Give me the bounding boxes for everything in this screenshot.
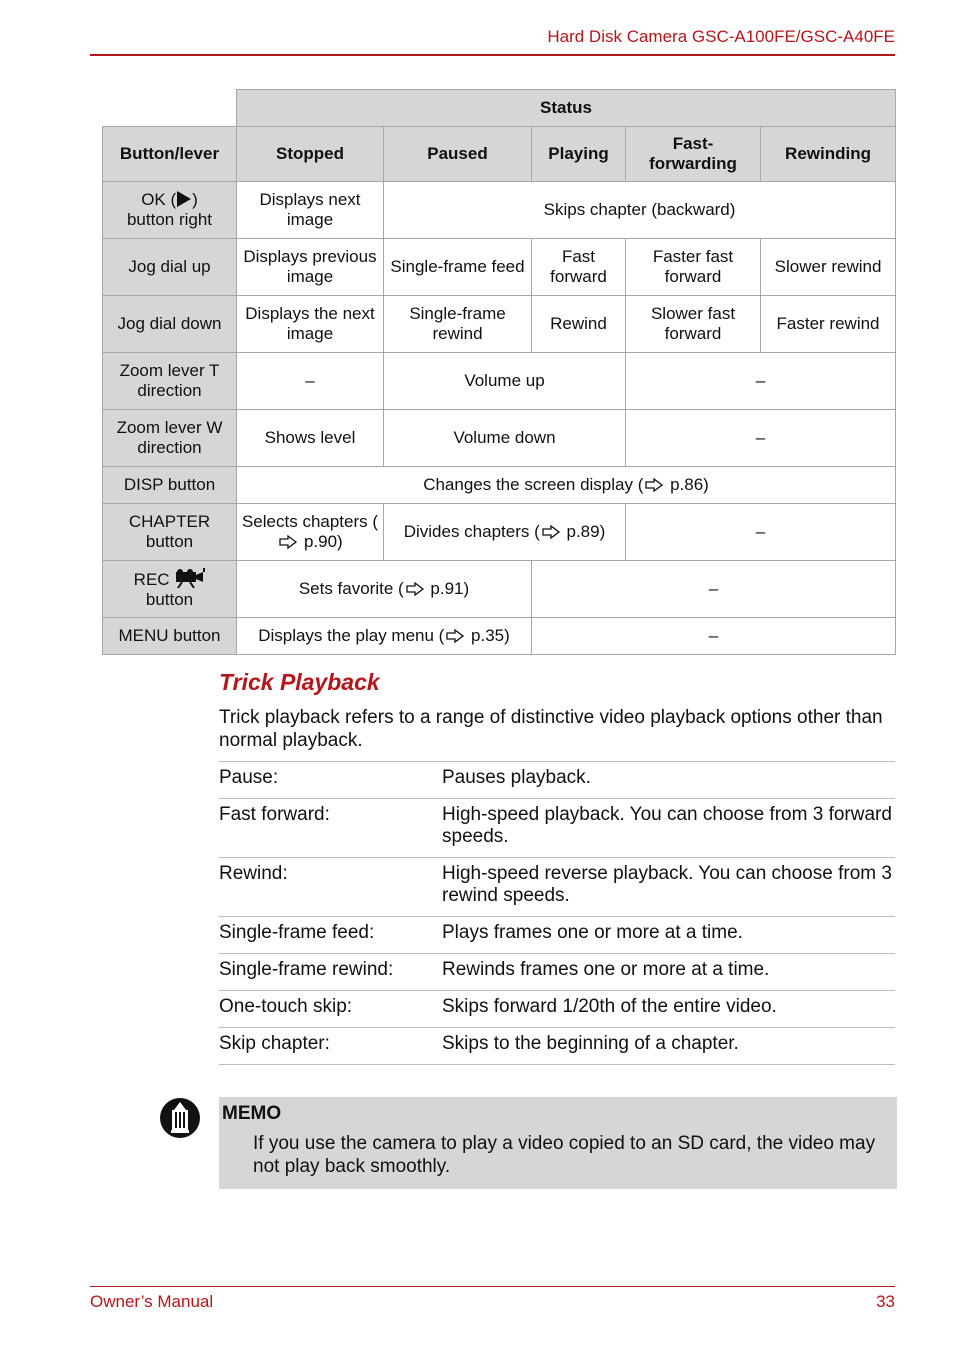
cell-ff-rw: – <box>626 504 896 561</box>
definition-term: Fast forward: <box>219 804 330 825</box>
definition-desc: High-speed playback. You can choose from 3 forward speeds. <box>442 804 892 847</box>
row-label-text: REC <box>133 570 170 589</box>
col-header-button-lever: Button/lever <box>103 127 237 182</box>
cell-rewinding: Slower rewind <box>761 239 896 296</box>
row-label-zoom-t: Zoom lever T direction <box>103 353 237 410</box>
table-row <box>219 1028 895 1065</box>
cell-fast-forwarding: Faster fast forward <box>626 239 761 296</box>
cell-span: Skips chapter (backward) <box>384 182 896 239</box>
table-row <box>103 296 896 353</box>
cell-text: p.89) <box>561 522 606 541</box>
cell-playing: Fast forward <box>532 239 626 296</box>
page-reference-arrow-icon <box>542 525 560 539</box>
footer-rule <box>90 1286 895 1287</box>
cell-stopped: Shows level <box>237 410 384 467</box>
definition-desc: Plays frames one or more at a time. <box>442 922 743 943</box>
cell-ff-rw: – <box>626 353 896 410</box>
play-triangle-icon <box>176 190 192 208</box>
button-status-table <box>102 89 896 655</box>
table-row <box>219 991 895 1028</box>
col-header-playing: Playing <box>532 127 626 182</box>
table-row <box>103 618 896 655</box>
row-label-text: OK ( <box>141 190 177 209</box>
definition-desc: High-speed reverse playback. You can choose from 3 rewind speeds. <box>442 863 892 906</box>
row-label-jog-up: Jog dial up <box>103 239 237 296</box>
cell-fast-forwarding: Slower fast forward <box>626 296 761 353</box>
cell-rewinding: Faster rewind <box>761 296 896 353</box>
cell-span <box>237 467 896 504</box>
cell-text: p.35) <box>466 626 510 645</box>
cell-paused: Single-frame feed <box>384 239 532 296</box>
table-row <box>103 410 896 467</box>
row-label-text: button right <box>126 210 213 229</box>
trick-playback-definitions <box>219 761 895 1065</box>
cell-text: Divides chapters ( <box>403 522 540 541</box>
definition-term: Rewind: <box>219 863 288 884</box>
col-header-fast-forwarding: Fast-forwarding <box>626 127 761 182</box>
definition-term: Skip chapter: <box>219 1033 330 1054</box>
cell-paused-playing: Volume down <box>384 410 626 467</box>
row-label-text: ) <box>192 190 198 209</box>
status-group-header: Status <box>237 90 896 127</box>
page-reference-arrow-icon <box>406 582 424 596</box>
row-label-rec <box>103 561 237 618</box>
definition-term: Pause: <box>219 767 279 788</box>
memo-box <box>219 1097 897 1189</box>
cell-text: Displays the play menu ( <box>258 626 445 645</box>
col-header-rewinding: Rewinding <box>761 127 896 182</box>
table-row <box>103 239 896 296</box>
section-intro: Trick playback refers to a range of distinctive video playback options other than normal playback. <box>219 707 883 751</box>
cell-paused-playing: Volume up <box>384 353 626 410</box>
table-row <box>219 762 895 799</box>
table-row <box>103 353 896 410</box>
col-header-stopped: Stopped <box>237 127 384 182</box>
table-row <box>219 858 895 917</box>
section-title: Trick Playback <box>219 669 380 695</box>
row-label-chapter: CHAPTER button <box>103 504 237 561</box>
table-row <box>103 182 896 239</box>
definition-term: One-touch skip: <box>219 996 353 1017</box>
cell-text: Sets favorite ( <box>298 579 404 598</box>
cell-paused: Single-frame rewind <box>384 296 532 353</box>
page-reference-arrow-icon <box>446 629 464 643</box>
definition-desc: Rewinds frames one or more at a time. <box>442 959 770 980</box>
page-reference-arrow-icon <box>279 535 297 549</box>
table-row <box>103 467 896 504</box>
cell-stopped-paused <box>237 561 532 618</box>
row-label-jog-down: Jog dial down <box>103 296 237 353</box>
cell-stopped <box>237 504 384 561</box>
definition-desc: Pauses playback. <box>442 767 591 788</box>
cell-stopped: Displays next image <box>237 182 384 239</box>
row-label-menu: MENU button <box>103 618 237 655</box>
cell-text: Selects chapters ( <box>241 512 379 531</box>
movie-camera-icon <box>174 568 205 588</box>
table-row <box>219 954 895 991</box>
cell-playing: Rewind <box>532 296 626 353</box>
header-rule <box>90 54 895 56</box>
row-label-text: button <box>145 590 194 609</box>
row-label-zoom-w: Zoom lever W direction <box>103 410 237 467</box>
definition-term: Single-frame feed: <box>219 922 375 943</box>
table-row <box>219 799 895 858</box>
memo-title: MEMO <box>222 1103 282 1124</box>
definition-desc: Skips to the beginning of a chapter. <box>442 1033 739 1054</box>
definition-term: Single-frame rewind: <box>219 959 394 980</box>
pencil-memo-icon <box>159 1097 201 1139</box>
running-header: Hard Disk Camera GSC-A100FE/GSC-A40FE <box>547 27 895 46</box>
page-reference-arrow-icon <box>645 478 663 492</box>
cell-rest: – <box>532 561 896 618</box>
table-corner <box>103 90 237 127</box>
cell-paused-playing <box>384 504 626 561</box>
memo-text: If you use the camera to play a video copied to an SD card, the video may not play back smoothly. <box>253 1133 876 1177</box>
cell-rest: – <box>532 618 896 655</box>
col-header-paused: Paused <box>384 127 532 182</box>
cell-stopped: Displays previous image <box>237 239 384 296</box>
cell-ff-rw: – <box>626 410 896 467</box>
cell-stopped-paused <box>237 618 532 655</box>
cell-text: p.91) <box>425 579 470 598</box>
definition-desc: Skips forward 1/20th of the entire video. <box>442 996 777 1017</box>
row-label-disp: DISP button <box>103 467 237 504</box>
cell-text: p.90) <box>299 532 343 551</box>
table-row <box>103 504 896 561</box>
footer-manual-title: Owner’s Manual <box>90 1292 214 1311</box>
table-row <box>103 561 896 618</box>
row-label-ok <box>103 182 237 239</box>
cell-stopped: – <box>237 353 384 410</box>
cell-text: Changes the screen display ( <box>423 475 644 494</box>
cell-text: p.86) <box>665 475 709 494</box>
table-row <box>219 917 895 954</box>
page-number: 33 <box>876 1292 895 1311</box>
cell-stopped: Displays the next image <box>237 296 384 353</box>
